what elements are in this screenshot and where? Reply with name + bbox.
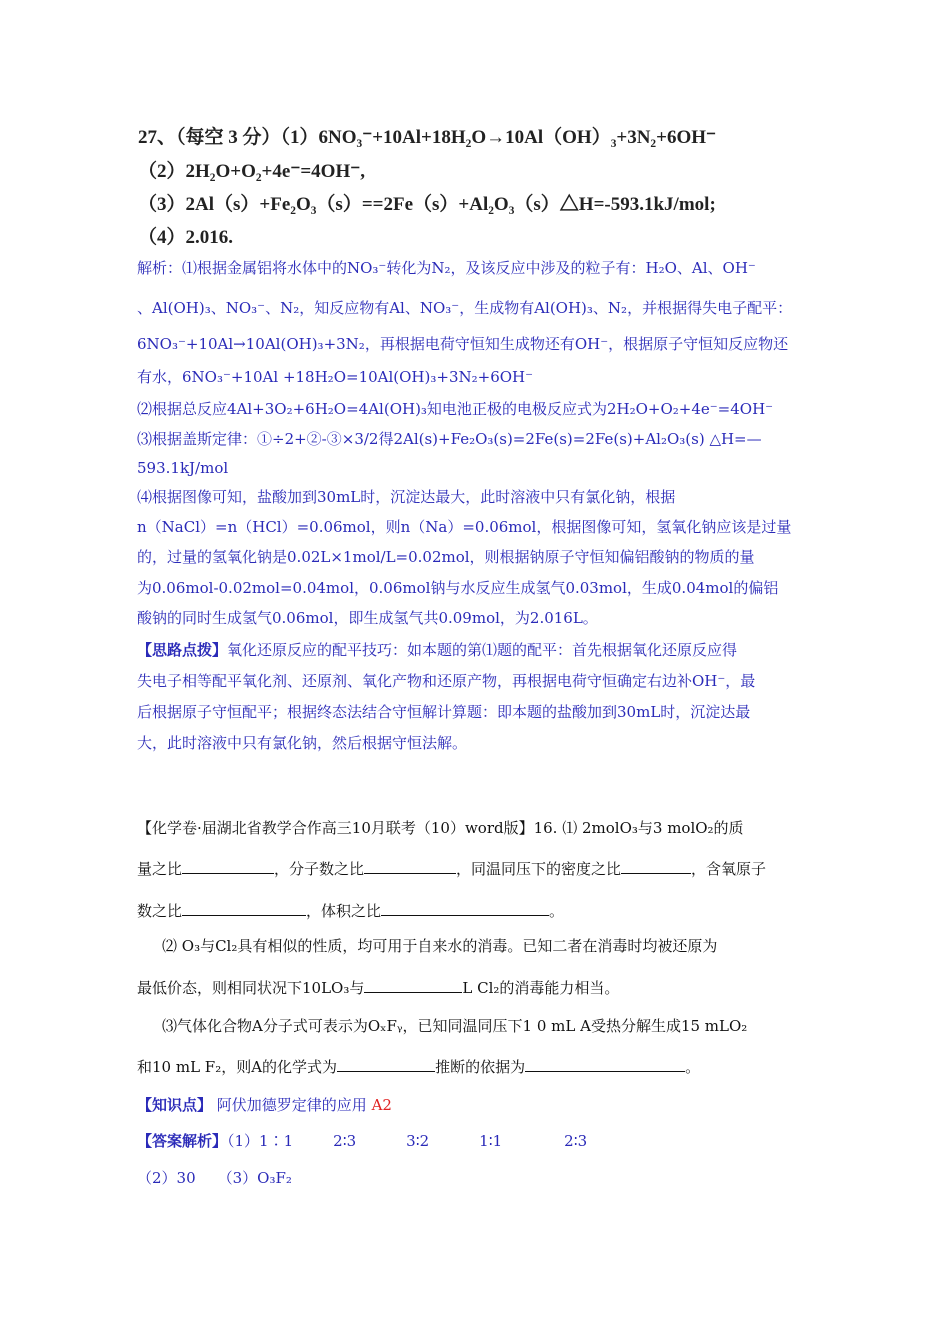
answer-label: 【答案解析】: [137, 1132, 228, 1150]
question-line-7: 和10 mL F₂，则A的化学式为 推断的依据为 。: [137, 1058, 701, 1076]
tip-line-3: 后根据原子守恒配平；根据终态法结合守恒解计算题：即本题的盐酸加到30mL时，沉淀达最: [137, 703, 751, 721]
answer-line-4: （4）2.016.: [138, 227, 234, 248]
blank-basis[interactable]: [525, 1056, 685, 1072]
question-line-6: ⑶气体化合物A分子式可表示为OₓFᵧ，已知同温同压下1 0 mL A受热分解生成15 mLO₂: [162, 1017, 748, 1035]
answer-item: 3∶2: [406, 1132, 430, 1150]
blank-mass-ratio[interactable]: [182, 858, 274, 874]
answer-line-2: （2）2H₂O+O₂+4e⁻=4OH⁻,: [138, 161, 366, 182]
answer-item: （1）1∶1: [227, 1132, 294, 1150]
answer-row-1: [137, 1131, 817, 1151]
tip-label: 【思路点拨】: [137, 641, 228, 659]
analysis-line-6: ⑶根据盖斯定律：①÷2+②-③×3/2得2Al(s)+Fe₂O₃(s)=2Fe(s)=2Fe(s)+Al₂O₃(s) △H=—: [137, 430, 762, 448]
answer-line-1: 27、（每空 3 分）（1）6NO₃⁻+10Al+18H₂O→10Al（OH）₃+3N₂+6OH⁻: [138, 127, 717, 148]
tip-text-1: 氧化还原反应的配平技巧：如本题的第⑴题的配平：首先根据氧化还原反应得: [227, 641, 738, 659]
answer-item: 2∶3: [333, 1132, 357, 1150]
answer-item: 2∶3: [564, 1132, 588, 1150]
blank-molecule-ratio[interactable]: [364, 858, 456, 874]
answer-row-2: [137, 1168, 817, 1188]
question-line-1: 【化学卷·届湖北省教学合作高三10月联考（10）word版】16. ⑴ 2molO₃与3 molO₂的质: [137, 819, 744, 837]
knowledge-code: A2: [371, 1096, 392, 1114]
tip-line-2: 失电子相等配平氧化剂、还原剂、氧化产物和还原产物，再根据电荷守恒确定右边补OH⁻，最: [137, 672, 756, 690]
knowledge-line: [137, 1095, 817, 1115]
blank-formula[interactable]: [337, 1056, 435, 1072]
answer-line-3: （3）2Al（s）+Fe₂O₃（s）==2Fe（s）+Al₂O₃（s）△H=-593.1kJ/mol;: [138, 194, 716, 215]
analysis-line-7: 593.1kJ/mol: [137, 459, 229, 477]
answer-item: （2）30: [137, 1169, 196, 1187]
tip-line-4: 大，此时溶液中只有氯化钠，然后根据守恒法解。: [137, 734, 468, 752]
analysis-line-1: 解析：⑴根据金属铝将水体中的NO₃⁻转化为N₂，及该反应中涉及的粒子有：H₂O、Al、OH⁻: [137, 259, 756, 277]
analysis-line-10: 的，过量的氢氧化钠是0.02L×1mol/L=0.02mol，则根据钠原子守恒知偏铝酸钠的物质的量: [137, 548, 755, 566]
tip-line-1: [137, 640, 817, 660]
question-line-4: ⑵ O₃与Cl₂具有相似的性质，均可用于自来水的消毒。已知二者在消毒时均被还原为: [162, 937, 718, 955]
analysis-line-8: ⑷根据图像可知，盐酸加到30mL时，沉淀达最大，此时溶液中只有氯化钠，根据: [137, 488, 676, 506]
answer-item: （3）O₃F₂: [217, 1169, 292, 1187]
blank-cl2-volume[interactable]: [364, 977, 462, 993]
analysis-line-5: ⑵根据总反应4Al+3O₂+6H₂O=4Al(OH)₃知电池正极的电极反应式为2H₂O+O₂+4e⁻=4OH⁻: [137, 400, 774, 418]
analysis-line-2: 、Al(OH)₃、NO₃⁻、N₂，知反应物有Al、NO₃⁻，生成物有Al(OH)₃、N₂，并根据得失电子配平：: [137, 299, 793, 317]
blank-density-ratio[interactable]: [621, 858, 691, 874]
question-line-3: 数之比 ，体积之比 。: [137, 902, 565, 920]
knowledge-label: 【知识点】: [137, 1096, 213, 1114]
analysis-line-11: 为0.06mol-0.02mol=0.04mol，0.06mol钠与水反应生成氢气0.03mol，生成0.04mol的偏铝: [137, 579, 779, 597]
blank-oxygen-atom-ratio[interactable]: [182, 900, 306, 916]
analysis-line-3: 6NO₃⁻+10Al→10Al(OH)₃+3N₂，再根据电荷守恒知生成物还有OH⁻，根据原子守恒知反应物还: [137, 335, 789, 353]
analysis-line-4: 有水，6NO₃⁻+10Al +18H₂O=10Al(OH)₃+3N₂+6OH⁻: [137, 368, 534, 386]
knowledge-text: 阿伏加德罗定律的应用: [216, 1096, 367, 1114]
analysis-line-12: 酸钠的同时生成氢气0.06mol，即生成氢气共0.09mol，为2.016L。: [137, 609, 598, 627]
answer-item: 1∶1: [479, 1132, 503, 1150]
question-line-2: 量之比 ，分子数之比 ，同温同压下的密度之比 ，含氧原子: [137, 860, 767, 878]
analysis-line-9: n（NaCl）=n（HCl）=0.06mol，则n（Na）=0.06mol，根据图像可知，氢氧化钠应该是过量: [137, 518, 792, 536]
blank-volume-ratio[interactable]: [381, 900, 549, 916]
question-line-5: 最低价态，则相同状况下10LO₃与 L Cl₂的消毒能力相当。: [137, 979, 620, 997]
